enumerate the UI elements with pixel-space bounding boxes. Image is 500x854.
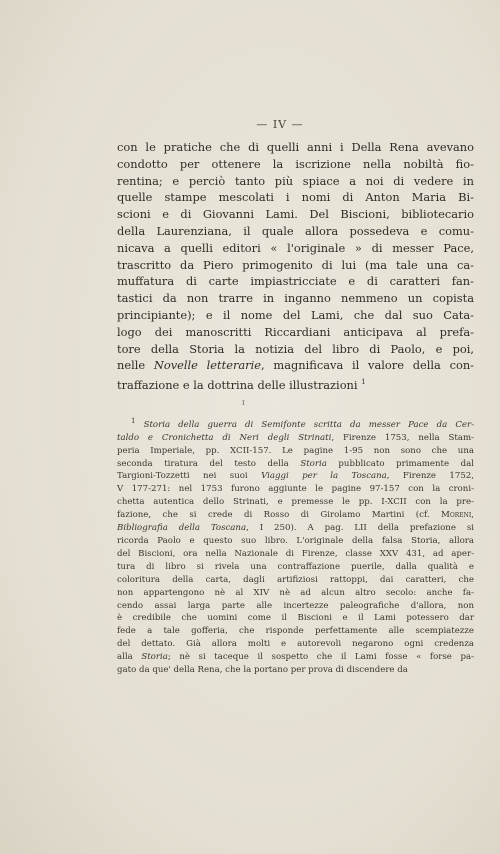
- footnote-line: [117, 470, 474, 483]
- text-line: [117, 357, 474, 374]
- footnote-line: non appartengono nè al XIV nè ad alcun altro secolo: anche fa-: [117, 587, 474, 598]
- text-line: muffatura di carte impiastricciate e di caratteri fan-: [117, 274, 474, 289]
- footnote-line: [117, 651, 474, 664]
- text-fragment: , Firenze 1752,: [386, 471, 474, 482]
- italic-title: Viaggi per la Toscana: [261, 471, 387, 482]
- text-line: condotto per ottenere la iscrizione nella nobiltà fio-: [117, 156, 474, 171]
- text-line: tastici da non trarre in inganno nemmeno un copista: [117, 291, 474, 306]
- footnote-line: [117, 432, 474, 445]
- text-line: rentina; e perciò tanto più spiace a noi di vedere in: [117, 173, 474, 188]
- italic-title: Storia: [300, 458, 327, 469]
- text-line: nicava a quelli editori « l'originale » di messer Pace,: [117, 240, 474, 255]
- footnote-line: [117, 522, 474, 535]
- text-line: tore della Storia la notizia del libro di Paolo, e poi,: [117, 341, 474, 356]
- italic-title: Storia della guerra di Semifonte scritta da messer Pace da Cer-: [143, 419, 474, 430]
- text-fragment: , I 250). A pag. LII della prefazione si: [246, 523, 474, 534]
- footnote-marker: 1: [361, 378, 366, 387]
- text-line: con le pratiche che di quelli anni i Della Rena avevano: [117, 140, 474, 154]
- text-line: della Laurenziana, il quale allora possedeva e comu-: [117, 223, 474, 238]
- text-fragment: Targioni-Tozzetti nei suoi: [117, 471, 262, 482]
- footnote-line: [117, 458, 474, 471]
- text-line: principiante); e il nome del Lami, che dal suo Cata-: [117, 307, 474, 322]
- footnote-line: gato da que' della Rena, che la portano per prova di discendere da: [117, 665, 408, 676]
- footnote-line: fede a tale gofferia, che risponde perfettamente alle scempiatezze: [117, 626, 474, 637]
- italic-title: Bibliografia della Toscana: [117, 523, 247, 534]
- footnote-line: chetta autentica dello Strinati, e premesse le pp. I-XCII con la pre-: [117, 497, 474, 508]
- footnote-line: coloritura della carta, dagli artifiziosi rattoppi, dai caratteri, che: [117, 574, 474, 585]
- footnote-line: del Biscioni, ora nella Nazionale di Firenze, classe XXV 431, ad aper-: [117, 548, 474, 559]
- text-fragment: , Firenze 1753, nella Stam-: [331, 432, 474, 443]
- text-line: [117, 374, 474, 394]
- text-fragment: alla: [117, 652, 142, 663]
- footnote-line: è credibile che uomini come il Biscioni e il Lami potessero dar: [117, 613, 474, 624]
- main-text: [117, 139, 474, 394]
- footnote-line: tura di libro si rivela una contraffazione puerile, dalla qualità e: [117, 561, 474, 572]
- text-fragment: ; nè si taceque il sospetto che il Lami fosse « forse pa-: [167, 652, 474, 663]
- text-fragment: , magnificava il valore della con-: [261, 358, 474, 373]
- footnote-line: peria Imperiale, pp. XCII-157. Le pagine 1-95 non sono che una: [117, 445, 474, 456]
- footnote-line: del dettato. Già allora molti e autorevoli negarono ogni credenza: [117, 639, 474, 650]
- footnote-line: [117, 415, 474, 432]
- text-line: logo dei manoscritti Riccardiani anticipava al prefa-: [117, 324, 474, 339]
- text-fragment: fazione, che si crede di Rosso di Girolamo Martini (cf.: [117, 510, 442, 521]
- text-line: scioni e di Giovanni Lami. Del Biscioni, bibliotecario: [117, 207, 474, 222]
- footnote-number: 1: [131, 417, 136, 425]
- italic-title: Novelle letterarie: [153, 358, 262, 373]
- italic-title: Storia: [141, 652, 168, 663]
- italic-title: taldo e Cronichetta di Neri degli Strinati: [117, 432, 332, 443]
- text-fragment: nelle: [117, 358, 154, 373]
- footnote-line: V 177-271: nel 1753 furono aggiunte le pagine 97-157 con la croni-: [117, 484, 474, 495]
- text-line: quelle stampe mescolati i nomi di Anton Maria Bi-: [117, 190, 474, 205]
- footnote-line: cendo assai larga parte alle incertezze paleografiche d'allora, non: [117, 600, 474, 611]
- text-fragment: pubblicato primamente dal: [326, 458, 474, 469]
- page-number: — IV —: [256, 118, 304, 131]
- footnote-line: [117, 509, 474, 522]
- author-name: Moreni: [441, 510, 472, 521]
- printer-mark: ɪ: [242, 398, 245, 407]
- text-line: trascritto da Piero primogenito di lui (ma tale una ca-: [117, 257, 474, 272]
- text-fragment: traffazione e la dottrina delle illustrazioni: [117, 377, 358, 392]
- footnote-line: ricorda Paolo e questo suo libro. L'originale della falsa Storia, allora: [117, 536, 474, 547]
- footnote: [117, 415, 474, 677]
- text-fragment: seconda tiratura del testo della: [117, 458, 301, 469]
- text-fragment: ,: [471, 510, 474, 521]
